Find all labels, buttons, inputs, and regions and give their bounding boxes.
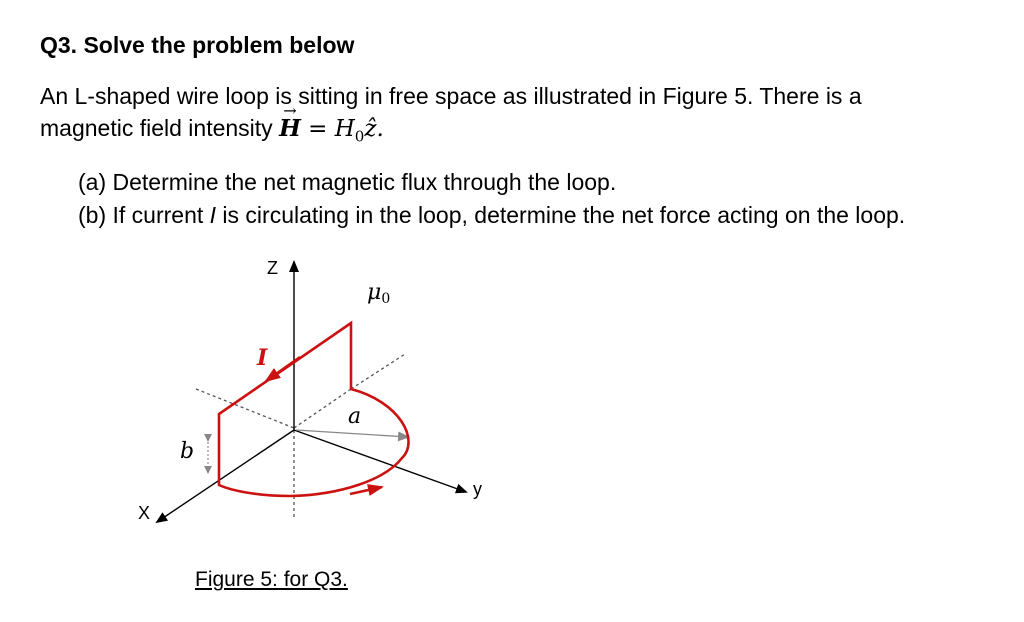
field-value-subscript: 0 xyxy=(354,127,365,146)
equals-sign: = xyxy=(300,116,335,142)
y-axis xyxy=(294,430,466,492)
current-arrow-bottom xyxy=(350,487,382,494)
z-axis-label: Z xyxy=(267,258,278,278)
y-axis-label: y xyxy=(473,479,482,499)
radius-label: a xyxy=(348,404,362,429)
radius-arrow xyxy=(296,430,408,437)
part-b-prefix: (b) If current xyxy=(78,202,210,228)
x-axis-label: X xyxy=(138,503,151,523)
intro-line-2-prefix: magnetic field intensity xyxy=(40,115,280,141)
current-arrow-top xyxy=(266,357,300,381)
dashed-y-extension xyxy=(351,354,405,389)
field-value-unit: ẑ. xyxy=(364,116,384,142)
part-b-suffix: is circulating in the loop, determine the net force acting on the loop. xyxy=(216,202,906,228)
height-label: b xyxy=(180,439,195,464)
permeability-label: μ0 xyxy=(367,280,391,307)
question-title: Q3. Solve the problem below xyxy=(40,32,355,58)
part-b-current-symbol: I xyxy=(209,202,217,228)
current-label: I xyxy=(257,345,268,371)
part-a: (a) Determine the net magnetic flux through the loop. xyxy=(78,169,617,195)
figure-caption: Figure 5: for Q3. xyxy=(195,568,348,591)
field-vector-symbol: → H xyxy=(279,113,301,145)
intro-line-1: An L-shaped wire loop is sitting in free space as illustrated in Figure 5. There is a xyxy=(40,83,862,109)
dashed-back-right xyxy=(294,389,351,428)
field-value-symbol: H xyxy=(334,116,355,142)
x-axis xyxy=(157,430,294,522)
